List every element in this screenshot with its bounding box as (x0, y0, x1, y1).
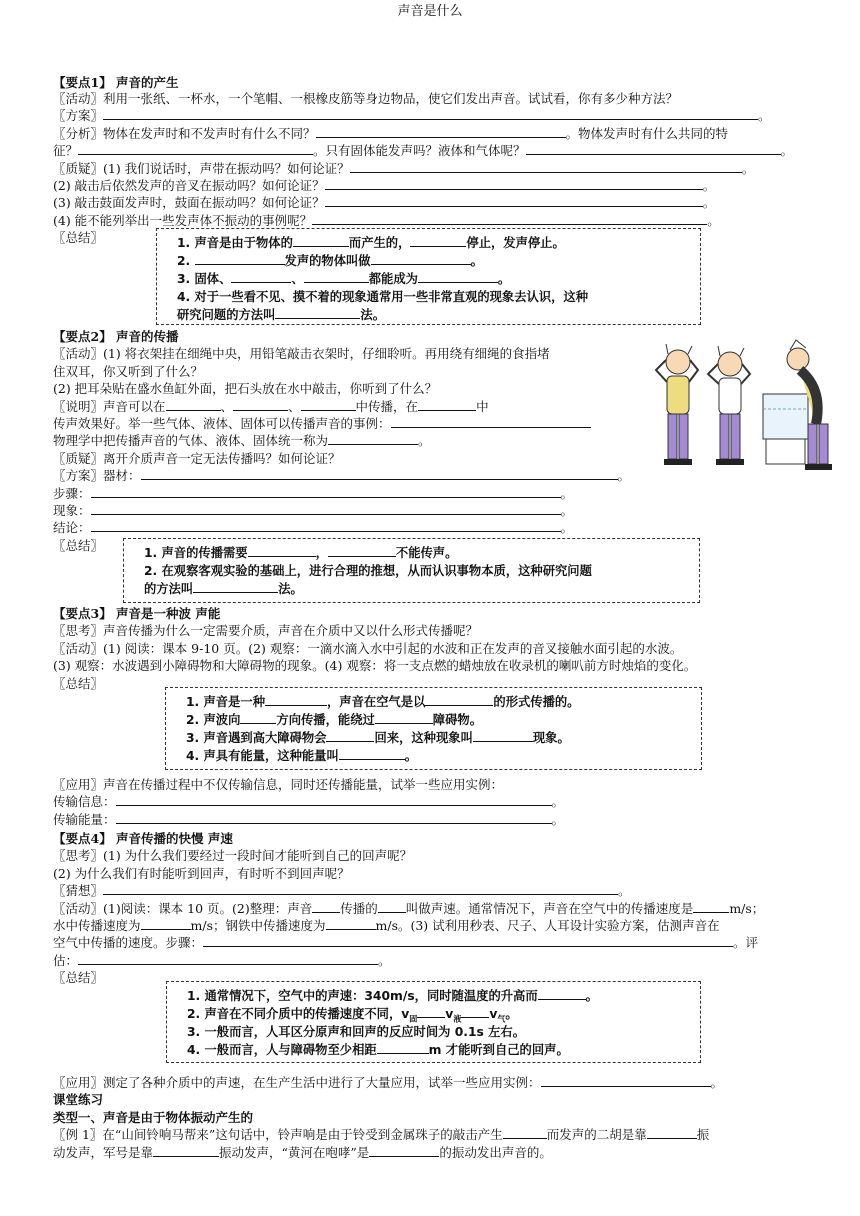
k3-s4-blank[interactable] (339, 747, 405, 760)
k4-act2a: 水中传播速度为 (53, 917, 141, 933)
k2-exp1b: 、 (220, 398, 234, 414)
k1-plan: 〖方案〗 。 (53, 108, 771, 124)
k3-s4b: 。 (404, 749, 418, 763)
k3-energy: 传输能量： 。 (53, 811, 565, 827)
k2-s1 (144, 544, 689, 562)
k1-s4c: 法。 (360, 308, 385, 322)
k2-step-end: 。 (560, 485, 574, 501)
k2-conc-end: 。 (560, 520, 574, 536)
k3-s2b: 方向传播，能绕过 (276, 713, 375, 727)
k1-s3d: 。 (497, 272, 511, 286)
k2-heading-text: 【要点2】 声音的传播 (53, 329, 179, 344)
k4-s1-blank[interactable] (538, 987, 586, 1000)
k1-summary-box (156, 228, 701, 325)
k4-s4a: 4. 一般而言，人与障碍物至少相距 (187, 1043, 377, 1057)
k1-heading-text: 【要点1】 声音的产生 (53, 75, 179, 90)
k1-q2: (2) 敲击后依然发声的音叉在振动吗？如何论证？ 。 (53, 177, 716, 193)
k4-act-blank6[interactable] (203, 934, 733, 947)
person-listening-icon (708, 346, 750, 465)
k2-exp-blank6[interactable] (328, 432, 418, 445)
k4-think1: 〖思考〗(1) 为什么我们要经过一段时间才能听到自己的回声呢？ (53, 848, 413, 864)
k4-act-blank5[interactable] (326, 917, 376, 930)
page-title: 声音是什么 (397, 4, 463, 19)
k4-s2-blank2[interactable] (461, 1005, 489, 1018)
k4-guess-blank[interactable] (103, 882, 618, 895)
k1-heading (53, 74, 179, 91)
k4-s3: 3. 一般而言，人耳区分原声和回声的反应时间为 0.1s 左右。 (187, 1025, 526, 1039)
k4-app: 〖应用〗测定了各种介质中的声速，在生产生活中进行了大量应用，试举一些应用实例： 。 (53, 1075, 724, 1090)
k4-sub-liquid: 液 (453, 1014, 462, 1024)
k4-s2-v3: v (489, 1007, 498, 1021)
k4-act2 (53, 917, 853, 934)
k1-activity: 〖活动〗利用一张纸、一杯水，一个笔帽、一根橡皮筋等身边物品，使它们发出声音。试试看，你有多少种方法？ (53, 91, 679, 106)
ex1-blank4[interactable] (369, 1144, 439, 1157)
k4-s1 (187, 987, 690, 1005)
k1-plan-blank[interactable] (103, 107, 758, 120)
ex1b: 而发声的二胡是靠 (546, 1127, 647, 1143)
k3-s3-blank1[interactable] (326, 729, 374, 742)
person-at-fish-tank-icon (763, 340, 832, 470)
k1-q4-text: (4) 能不能列举出一些发声体不振动的事例呢？ (53, 212, 313, 228)
k3-s1c: 的形式传播的。 (493, 695, 580, 709)
ex1-blank2[interactable] (647, 1126, 697, 1139)
k1-ana-blank-1[interactable] (316, 125, 566, 138)
k4-s4-blank[interactable] (377, 1041, 429, 1054)
k3-s2-blank2[interactable] (375, 711, 433, 724)
ex1a: 〖例 1〗在“山间铃响马帮来”这句话中，铃声响是由于铃受到金属珠子的敲击产生 (53, 1127, 503, 1143)
k2-exp1d: 中传播，在 (355, 398, 419, 414)
k4-act-blank2[interactable] (378, 900, 406, 913)
k1-s1-blank1[interactable] (293, 234, 349, 247)
k3-s4 (186, 747, 691, 765)
k4-guess: 〖猜想〗 。 (53, 883, 631, 899)
k2-plan-label: 〖方案〗器材： (53, 468, 141, 484)
k3-act2: (3) 观察：水波遇到小障碍物和大障碍物的现象。(4) 观察：将一支点燃的蜡烛放在收录机的喇叭前方时烛焰的变化。 (53, 658, 697, 674)
k2-doubt: 〖质疑〗离开介质声音一定无法传播吗？如何论证？ (53, 450, 341, 466)
k2-step (53, 485, 853, 502)
k1-s3-blank2[interactable] (304, 270, 369, 283)
k1-s3a: 3. 固体、 (177, 272, 232, 286)
k2-summary-box (123, 538, 700, 603)
k4-act4a: 估： (53, 952, 79, 968)
k3-s3-blank2[interactable] (473, 729, 533, 742)
k4-summary-box (166, 981, 701, 1063)
ex2a: 动发声，军号是靠 (53, 1144, 154, 1160)
k2-phen-label: 现象： (53, 502, 91, 518)
k1-s1c: 停止，发声停止。 (466, 236, 565, 250)
k3-s2-blank1[interactable] (240, 711, 276, 724)
ex2b: 振动发声，“黄河在咆哮”是 (219, 1144, 370, 1160)
k1-q1-blank[interactable] (350, 160, 742, 173)
k3-s2c: 障碍物。 (432, 713, 482, 727)
k2-s1-blank2[interactable] (328, 544, 396, 557)
k1-s3-blank3[interactable] (418, 270, 498, 283)
k4-guess-label: 〖猜想〗 (53, 883, 104, 899)
k1-ana1a: 〖分析〗物体在发声时和不发声时有什么不同？ (53, 125, 316, 141)
k2-phenomenon (53, 502, 853, 519)
k3-info-label: 传输信息： (53, 794, 116, 810)
k3-app: 〖应用〗声音在传播过程中不仅传输信息，同时还传播能量，试举一些应用实例： (53, 777, 504, 792)
k2-exp1c: 、 (288, 398, 301, 414)
k2-summary-label: 〖总结〗 (53, 537, 104, 553)
k3-info-blank[interactable] (116, 793, 552, 806)
k2-conc-blank[interactable] (91, 519, 561, 532)
example-1-line-1 (53, 1126, 853, 1143)
k4-s2 (187, 1005, 690, 1023)
k2-conc-label: 结论： (53, 520, 91, 536)
k3-s3c: 现象。 (532, 731, 570, 745)
k2-s1a: 1. 声音的传播需要 (144, 546, 248, 560)
k4-app-text: 〖应用〗测定了各种介质中的声速，在生产生活中进行了大量应用，试举一些应用实例： (53, 1075, 541, 1090)
k4-act4: 估： 。 (53, 952, 391, 968)
k1-summary-label: 〖总结〗 (53, 230, 104, 246)
sound-experiment-figure (648, 334, 838, 484)
k1-s3 (177, 270, 690, 288)
k1-q3: (3) 敲击鼓面发声时，鼓面在振动吗？如何论证？ 。 (53, 195, 716, 211)
k4-act3 (53, 934, 853, 951)
k4-s2a: 2. 声音在不同介质中的传播速度不同，v (187, 1007, 410, 1021)
k1-s3b: 、 (291, 272, 304, 286)
ex1-blank3[interactable] (153, 1144, 219, 1157)
k1-analysis-2: 征？ 。只有固体能发声吗？液体和气体呢？ 。 (53, 143, 794, 159)
k1-ana1b: 。物体发声时有什么共同的特 (565, 125, 729, 141)
k1-s1a: 1. 声音是由于物体的 (177, 236, 293, 250)
k1-s4a: 4. 对于一些看不见、摸不着的现象通常用一些非常直观的现象去认识，这种 (177, 290, 589, 304)
k1-q4: (4) 能不能列举出一些发声体不振动的事例呢？ 。 (53, 212, 720, 228)
k1-q2-blank[interactable] (325, 177, 703, 190)
k1-q3-blank[interactable] (325, 194, 703, 207)
k3-s3b: 回来，这种现象叫 (374, 731, 473, 745)
k4-act1 (53, 900, 853, 917)
k3-heading-text: 【要点3】 声音是一种波 声能 (53, 606, 221, 621)
k4-act3b: 。评 (733, 935, 759, 951)
k2-s2a: 2. 在观察客观实验的基础上，进行合理的推想，从而认识事物本质，这种研究问题 (144, 564, 592, 578)
k1-s2-blank1[interactable] (195, 252, 285, 265)
k4-act-blank7[interactable] (78, 952, 378, 965)
k4-act2c: m/s。(3) 试利用秒表、尺子、人耳设计实验方案，估测声音在 (375, 917, 720, 933)
k3-summary-label: 〖总结〗 (53, 675, 104, 691)
k2-step-label: 步骤： (53, 485, 91, 501)
k1-s2c: 。 (470, 254, 483, 268)
k2-phen-blank[interactable] (91, 502, 561, 515)
k4-summary-label: 〖总结〗 (53, 970, 104, 986)
k1-ana-blank-2[interactable] (78, 142, 313, 155)
k4-act1a: 〖活动〗(1)阅读：课本 10 页。(2)整理：声音 (53, 900, 313, 916)
k3-s4a: 4. 声具有能量，这种能量叫 (186, 749, 339, 763)
k3-act1: 〖活动〗(1) 阅读：课本 9-10 页。(2) 观察：一滴水滴入水中引起的水波和正在发声的音叉接触水面引起的水波。 (53, 640, 683, 656)
k2-s2-blank[interactable] (193, 580, 278, 593)
k2-act3: (2) 把耳朵贴在盛水鱼缸外面，把石头放在水中敲击，你听到了什么？ (53, 381, 438, 397)
k2-s2c: 法。 (278, 582, 303, 596)
k4-body (53, 830, 853, 987)
k1-s4-blank[interactable] (275, 306, 360, 319)
k1-q3-text: (3) 敲击鼓面发声时，鼓面在振动吗？如何论证？ (53, 195, 325, 211)
k3-s1a: 1. 声音是一种 (186, 695, 265, 709)
k2-s1b: ， (315, 546, 328, 560)
k2-conclusion (53, 519, 853, 536)
k2-s1c: 不能传声。 (395, 546, 458, 560)
k4-heading-text: 【要点4】 声音传播的快慢 声速 (53, 831, 233, 846)
k3-energy-blank[interactable] (116, 811, 552, 824)
k3-s3a: 3. 声音遇到高大障碍物会 (186, 731, 327, 745)
k2-exp1a: 〖说明〗声音可以在 (53, 398, 166, 414)
k1-q1: 〖质疑〗(1) 我们说话时，声带在振动吗？如何论证？ 。 (53, 160, 755, 176)
k2-exp-blank3[interactable] (301, 398, 356, 411)
k3-info: 传输信息： 。 (53, 794, 565, 810)
ex1c: 振 (696, 1127, 710, 1143)
k3-s1-blank1[interactable] (265, 693, 327, 706)
k4-act3a: 空气中传播的速度。步骤： (53, 935, 204, 951)
k1-ana2b: 。只有固体能发声吗？液体和气体呢？ (313, 143, 526, 159)
k2-explain-3: 物理学中把传播声音的气体、液体、固体统一称为 。 (53, 433, 431, 449)
k1-s2-blank2[interactable] (371, 252, 471, 265)
k4-act1b: 传播的 (340, 900, 378, 916)
k1-s2 (177, 252, 690, 270)
k1-s1 (177, 234, 690, 252)
k1-body (53, 90, 853, 247)
k1-analysis-1 (53, 125, 853, 142)
k2-step-blank[interactable] (91, 485, 561, 498)
k4-s1b: 。 (585, 989, 598, 1003)
k4-s2-blank1[interactable] (417, 1005, 445, 1018)
k1-ana-blank-3[interactable] (526, 142, 781, 155)
k4-think2: (2) 为什么我们有时能听到回声，有时听不到回声呢？ (53, 865, 350, 881)
k3-energy-label: 传输能量： (53, 811, 116, 827)
k3-summary-box (165, 687, 702, 770)
k1-s3c: 都能成为 (368, 272, 418, 286)
k1-s1-blank2[interactable] (410, 234, 466, 247)
k3-heading (53, 605, 853, 622)
k1-q2-text: (2) 敲击后依然发声的音叉在振动吗？如何论证？ (53, 177, 325, 193)
k1-q1-text: 〖质疑〗(1) 我们说话时，声带在振动吗？如何论证？ (53, 160, 350, 176)
k4-act2b: m/s；钢铁中传播速度为 (190, 917, 326, 933)
k2-s2 (144, 580, 689, 598)
k2-exp-blank1[interactable] (166, 398, 221, 411)
k2-act1: 〖活动〗(1) 将衣架挂在细绳中央，用铅笔敲击衣架时，仔细聆听。再用绕有细绳的食指堵 (53, 346, 550, 362)
k4-app-blank[interactable] (541, 1074, 711, 1087)
k2-exp-blank2[interactable] (233, 398, 288, 411)
k4-sub-gas: 气 (497, 1014, 506, 1024)
k4-act1c: 叫做声速。通常情况下，声音在空气中的传播速度是 (405, 900, 694, 916)
k1-s4b: 研究问题的方法叫 (177, 308, 276, 322)
k4-act-blank1[interactable] (312, 900, 340, 913)
k4-act-blank3[interactable] (693, 900, 729, 913)
practice-heading: 课堂练习 (53, 1092, 104, 1108)
example-1-line-2 (53, 1144, 853, 1161)
k1-s1b: 而产生的， (348, 236, 411, 250)
person-covering-ears-icon (656, 344, 698, 465)
k2-exp-blank5[interactable] (391, 415, 591, 428)
k4-s4 (187, 1041, 690, 1059)
k4-s2-end: 。 (505, 1007, 518, 1021)
practice-section (53, 1074, 853, 1161)
k3-s1-blank2[interactable] (425, 693, 493, 706)
k1-s2b: 发声的物体叫做 (284, 254, 371, 268)
k2-exp2: 传声效果好。举一些气体、液体、固体可以传播声音的事例： (53, 415, 391, 431)
k1-plan-label: 〖方案〗 (53, 108, 104, 124)
k4-act1d: m/s； (729, 900, 765, 916)
k2-act2: 住双耳，你又听到了什么？ (53, 363, 204, 379)
k4-sub-solid: 固 (409, 1014, 418, 1024)
k1-ana2a: 征？ (53, 143, 79, 159)
k3-s1 (186, 693, 691, 711)
k3-think: 〖思考〗声音传播为什么一定需要介质，声音在介质中又以什么形式传播呢？ (53, 623, 479, 639)
k4-heading (53, 830, 853, 847)
k1-q4-blank[interactable] (312, 212, 707, 225)
k4-s1a: 1. 通常情况下，空气中的声速：340m/s，同时随温度的升高而 (187, 989, 538, 1003)
ex2c: 的振动发出声音的。 (439, 1144, 552, 1160)
k4-act-blank4[interactable] (141, 917, 191, 930)
k1-s2a: 2. (177, 254, 195, 268)
practice-type1: 类型一、声音是由于物体振动产生的 (53, 1109, 254, 1125)
k3-s2a: 2. 声波向 (186, 713, 241, 727)
k3-body (53, 605, 853, 692)
k4-s4b: m 才能听到自己的回声。 (428, 1043, 569, 1057)
k2-exp1e: 中 (476, 398, 489, 414)
k3-s1b: ，声音在空气是以 (327, 695, 426, 709)
ex1-blank1[interactable] (503, 1126, 547, 1139)
k2-exp3: 物理学中把传播声音的气体、液体、固体统一称为 (53, 433, 329, 449)
k3-application (53, 776, 853, 828)
k1-s3-blank1[interactable] (231, 270, 291, 283)
k3-s3 (186, 729, 691, 747)
k2-plan-end: 。 (617, 468, 631, 484)
k4-s2-v2: v (445, 1007, 454, 1021)
k3-s2 (186, 711, 691, 729)
k2-s1-blank1[interactable] (248, 544, 316, 557)
k2-exp-blank4[interactable] (418, 398, 476, 411)
k2-phen-end: 。 (560, 502, 574, 518)
k2-s2b: 的方法叫 (144, 582, 194, 596)
k1-s4 (177, 306, 690, 324)
k2-plan-blank[interactable] (141, 467, 618, 480)
